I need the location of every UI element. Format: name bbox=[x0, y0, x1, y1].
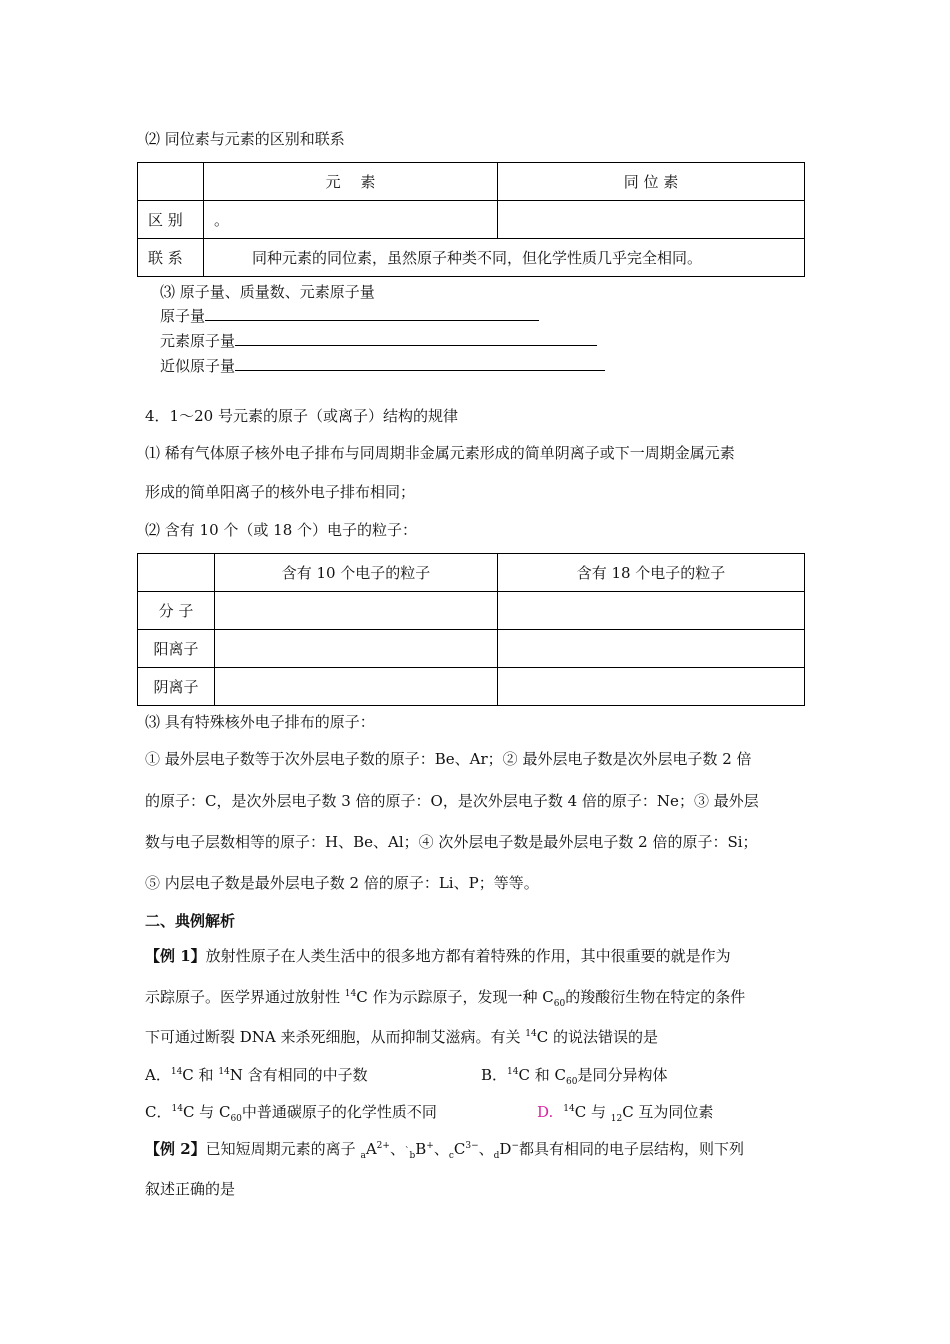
text: C 与 bbox=[574, 1103, 611, 1121]
option-label: A． bbox=[145, 1066, 171, 1084]
paragraph-2-heading: ⑵ 含有 10 个（或 18 个）电子的粒子： bbox=[145, 521, 418, 539]
paragraph-3-line-2: 的原子：C，是次外层电子数 3 倍的原子：O，是次外层电子数 4 倍的原子：Ne；③ 最外层 bbox=[145, 792, 759, 810]
tick-mark: ` bbox=[404, 1147, 410, 1157]
difference-isotope-cell bbox=[498, 201, 805, 239]
difference-element-cell: 。 bbox=[204, 201, 498, 239]
cation-18-cell bbox=[498, 630, 805, 668]
text: C 和 bbox=[182, 1066, 219, 1084]
element-atomic-weight-label: 元素原子量 bbox=[160, 332, 236, 350]
text: 已知短周期元素的离子 bbox=[205, 1140, 361, 1158]
superscript-14: 14 bbox=[171, 1104, 183, 1114]
text: 都具有相同的电子层结构，则下列 bbox=[519, 1140, 745, 1158]
charge-B: + bbox=[426, 1141, 434, 1151]
molecule-18-cell bbox=[498, 592, 805, 630]
header-10-electrons: 含有 10 个电子的粒子 bbox=[215, 554, 498, 592]
example-2-tag: 【例 2】 bbox=[145, 1140, 206, 1158]
separator: 、 bbox=[389, 1140, 405, 1158]
option-label: D. bbox=[537, 1103, 554, 1121]
subscript-a: a bbox=[360, 1151, 366, 1161]
approx-atomic-weight-line bbox=[160, 355, 605, 376]
text: 示踪原子。医学界通过放射性 bbox=[145, 988, 345, 1006]
subscript-b: b bbox=[409, 1151, 416, 1161]
option-d[interactable] bbox=[537, 1101, 713, 1124]
molecule-10-cell bbox=[215, 592, 498, 630]
ion-C: C bbox=[453, 1140, 466, 1158]
charge-A: 2+ bbox=[376, 1141, 390, 1151]
row-label-connection: 联 系 bbox=[138, 239, 204, 277]
section-heading-isotope-vs-element: ⑵ 同位素与元素的区别和联系 bbox=[145, 130, 345, 148]
superscript-14: 14 bbox=[170, 1067, 183, 1077]
element-isotope-table bbox=[137, 162, 805, 277]
option-b[interactable] bbox=[481, 1064, 667, 1087]
table-corner-cell bbox=[138, 554, 215, 592]
example-1-line-1 bbox=[145, 945, 731, 966]
section-4-heading: 4．1～20 号元素的原子（或离子）结构的规律 bbox=[145, 407, 458, 425]
subscript-60: 60 bbox=[565, 1077, 578, 1087]
fill-blank bbox=[205, 306, 539, 321]
text: C 的说法错误的是 bbox=[536, 1028, 658, 1046]
example-1-line-3 bbox=[145, 1026, 658, 1047]
charge-C: 3− bbox=[465, 1141, 479, 1151]
text: 中普通碳原子的化学性质不同 bbox=[241, 1103, 437, 1121]
paragraph-3-heading: ⑶ 具有特殊核外电子排布的原子： bbox=[145, 713, 375, 731]
text: 的羧酸衍生物在特定的条件 bbox=[565, 988, 746, 1006]
table-corner-cell bbox=[138, 163, 204, 201]
example-1-line-2 bbox=[145, 986, 745, 1009]
separator: 、 bbox=[478, 1140, 494, 1158]
example-2-line-1 bbox=[145, 1138, 744, 1161]
fill-blank bbox=[235, 331, 597, 346]
subscript-12: 12 bbox=[610, 1114, 623, 1124]
superscript-14: 14 bbox=[507, 1067, 519, 1077]
example-1-tag: 【例 1】 bbox=[145, 947, 206, 965]
section-heading-atomic-weight: ⑶ 原子量、质量数、元素原子量 bbox=[160, 283, 375, 301]
paragraph-3-line-3: 数与电子层数相等的原子：H、Be、Al；④ 次外层电子数是最外层电子数 2 倍的原子：Si； bbox=[145, 833, 758, 851]
superscript-14: 14 bbox=[344, 989, 357, 999]
ion-D: D bbox=[499, 1140, 512, 1158]
example-1-text-1: 放射性原子在人类生活中的很多地方都有着特殊的作用，其中很重要的就是作为 bbox=[205, 947, 731, 965]
superscript-14: 14 bbox=[563, 1104, 575, 1114]
text: C 互为同位素 bbox=[622, 1103, 714, 1121]
header-element: 元 素 bbox=[204, 163, 498, 201]
section-examples-heading: 二、典例解析 bbox=[145, 912, 236, 930]
separator: 、 bbox=[433, 1140, 449, 1158]
paragraph-1-line-2: 形成的简单阳离子的核外电子排布相同； bbox=[145, 483, 416, 501]
paragraph-3-line-4: ⑤ 内层电子数是最外层电子数 2 倍的原子：Li、P；等等。 bbox=[145, 874, 539, 892]
row-label-anion: 阴离子 bbox=[138, 668, 215, 706]
row-label-molecule: 分 子 bbox=[138, 592, 215, 630]
paragraph-1-line-1: ⑴ 稀有气体原子核外电子排布与同周期非金属元素形成的简单阴离子或下一周期金属元素 bbox=[145, 444, 735, 462]
subscript-60: 60 bbox=[230, 1114, 242, 1124]
text: N 含有相同的中子数 bbox=[229, 1066, 368, 1084]
electron-particles-table bbox=[137, 553, 805, 706]
anion-10-cell bbox=[215, 668, 498, 706]
option-c[interactable] bbox=[145, 1101, 437, 1124]
anion-18-cell bbox=[498, 668, 805, 706]
approx-atomic-weight-label: 近似原子量 bbox=[160, 357, 236, 375]
ion-A: A bbox=[365, 1140, 377, 1158]
header-isotope: 同 位 素 bbox=[498, 163, 805, 201]
atomic-weight-line bbox=[160, 305, 539, 326]
text: C 和 C bbox=[518, 1066, 566, 1084]
text: 是同分异构体 bbox=[577, 1066, 668, 1084]
subscript-c: c bbox=[448, 1151, 454, 1161]
text: C 与 C bbox=[182, 1103, 231, 1121]
header-18-electrons: 含有 18 个电子的粒子 bbox=[498, 554, 805, 592]
subscript-d: d bbox=[493, 1151, 500, 1161]
subscript-60: 60 bbox=[553, 999, 566, 1009]
charge-D: − bbox=[511, 1141, 519, 1151]
text: 下可通过断裂 DNA 来杀死细胞，从而抑制艾滋病。有关 bbox=[145, 1028, 526, 1046]
cation-10-cell bbox=[215, 630, 498, 668]
option-a[interactable] bbox=[145, 1064, 368, 1085]
element-atomic-weight-line bbox=[160, 330, 597, 351]
atomic-weight-label: 原子量 bbox=[160, 307, 206, 325]
superscript-14: 14 bbox=[218, 1067, 230, 1077]
fill-blank bbox=[235, 356, 605, 371]
option-label: C． bbox=[145, 1103, 172, 1121]
option-label: B． bbox=[481, 1066, 508, 1084]
row-label-difference: 区 别 bbox=[138, 201, 204, 239]
paragraph-3-line-1: ① 最外层电子数等于次外层电子数的原子：Be、Ar；② 最外层电子数是次外层电子数 2 倍 bbox=[145, 750, 752, 768]
connection-cell: 同种元素的同位素，虽然原子种类不同，但化学性质几乎完全相同。 bbox=[204, 239, 805, 277]
example-2-line-2: 叙述正确的是 bbox=[145, 1180, 236, 1198]
ion-B: B bbox=[415, 1140, 427, 1158]
row-label-cation: 阳离子 bbox=[138, 630, 215, 668]
superscript-14: 14 bbox=[525, 1029, 537, 1039]
text: C 作为示踪原子，发现一种 C bbox=[356, 988, 554, 1006]
